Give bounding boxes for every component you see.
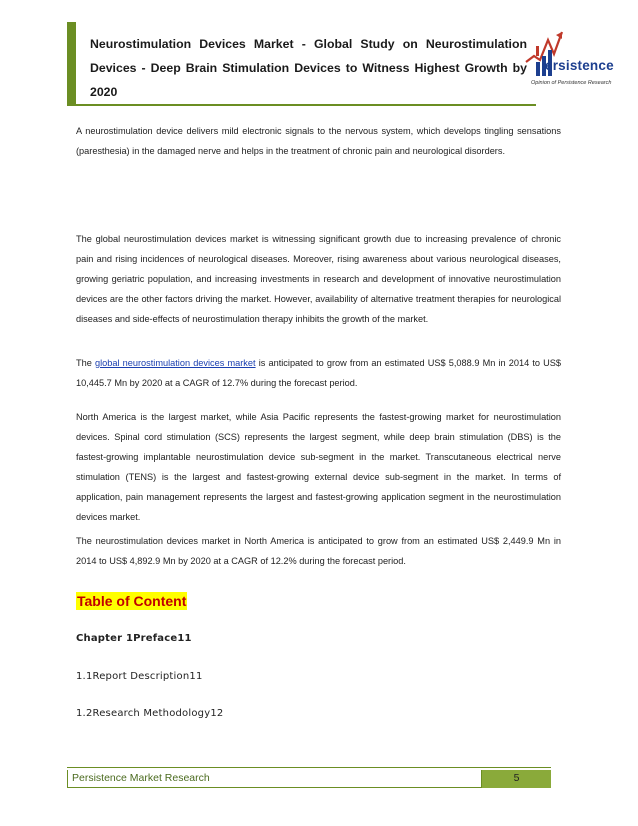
paragraph-north-america: The neurostimulation devices market in North America is anticipated to grow from an estimated US$ 2,449.9 Mn in 2014 to US$ 4,892.9 Mn by 2020 at a CAGR of 12.2% during the forecast period.	[76, 536, 561, 566]
logo-tagline: Opinion of Persistence Research	[531, 80, 612, 86]
footer-divider	[67, 767, 551, 768]
logo-wordmark: ersistence	[545, 58, 614, 73]
document-title: Neurostimulation Devices Market - Global Study on Neurostimulation Devices - Deep Brain Stimulation Devices to Witness Highest Growth by 2020	[90, 37, 527, 99]
footer-publisher: Persistence Market Research	[67, 770, 482, 788]
toc-item[interactable]: 1.2Research Methodology12	[76, 708, 224, 719]
toc-item[interactable]: 1.1Report Description11	[76, 671, 203, 682]
paragraph-market-overview: The global neurostimulation devices market is witnessing significant growth due to increasing prevalence of chronic pain and rising incidences of neurological diseases. Moreover, rising awareness about various neurological diseases, growing geriatric population, and increasing investments in research and development of innovative neurostimulation devices are the other factors driving the market. However, availability of alternative treatment therapies for neurological diseases and side-effects of neurostimulation therapy inhibits the growth of the market.	[76, 234, 561, 324]
toc-heading: Table of Content	[77, 593, 187, 609]
paragraph-market-size-suffix: is anticipated to grow from an estimated US$ 5,088.9 Mn in 2014 to US$ 10,445.7 Mn by 2020 at a CAGR of 12.7% during the forecast period.	[76, 358, 562, 388]
paragraph-market-size	[76, 353, 561, 393]
title-accent-bar	[67, 22, 76, 106]
persistence-logo-icon	[522, 26, 602, 88]
paragraph-regional-segments: North America is the largest market, while Asia Pacific represents the fastest-growing market for neurostimulation devices. Spinal cord stimulation (SCS) represents the largest segment, while deep brain stimulation (DBS) is the fastest-growing implantable neurostimulation device sub-segment in the market. Transcutaneous electrical nerve stimulation (TENS) is the largest and fastest-growing external device sub-segment in the market. In terms of application, pain management represents the largest and fastest-growing application segment in the neurostimulation devices market.	[76, 412, 561, 522]
paragraph-market-size-prefix: The	[76, 358, 95, 368]
toc-item[interactable]: Chapter 1Preface11	[76, 633, 192, 644]
market-report-link[interactable]: global neurostimulation devices market	[94, 358, 256, 368]
page-number: 5	[482, 770, 551, 788]
paragraph-intro: A neurostimulation device delivers mild electronic signals to the nervous system, which develops tingling sensations (paresthesia) in the damaged nerve and helps in the treatment of chronic pain and neurological disorders.	[76, 126, 561, 156]
